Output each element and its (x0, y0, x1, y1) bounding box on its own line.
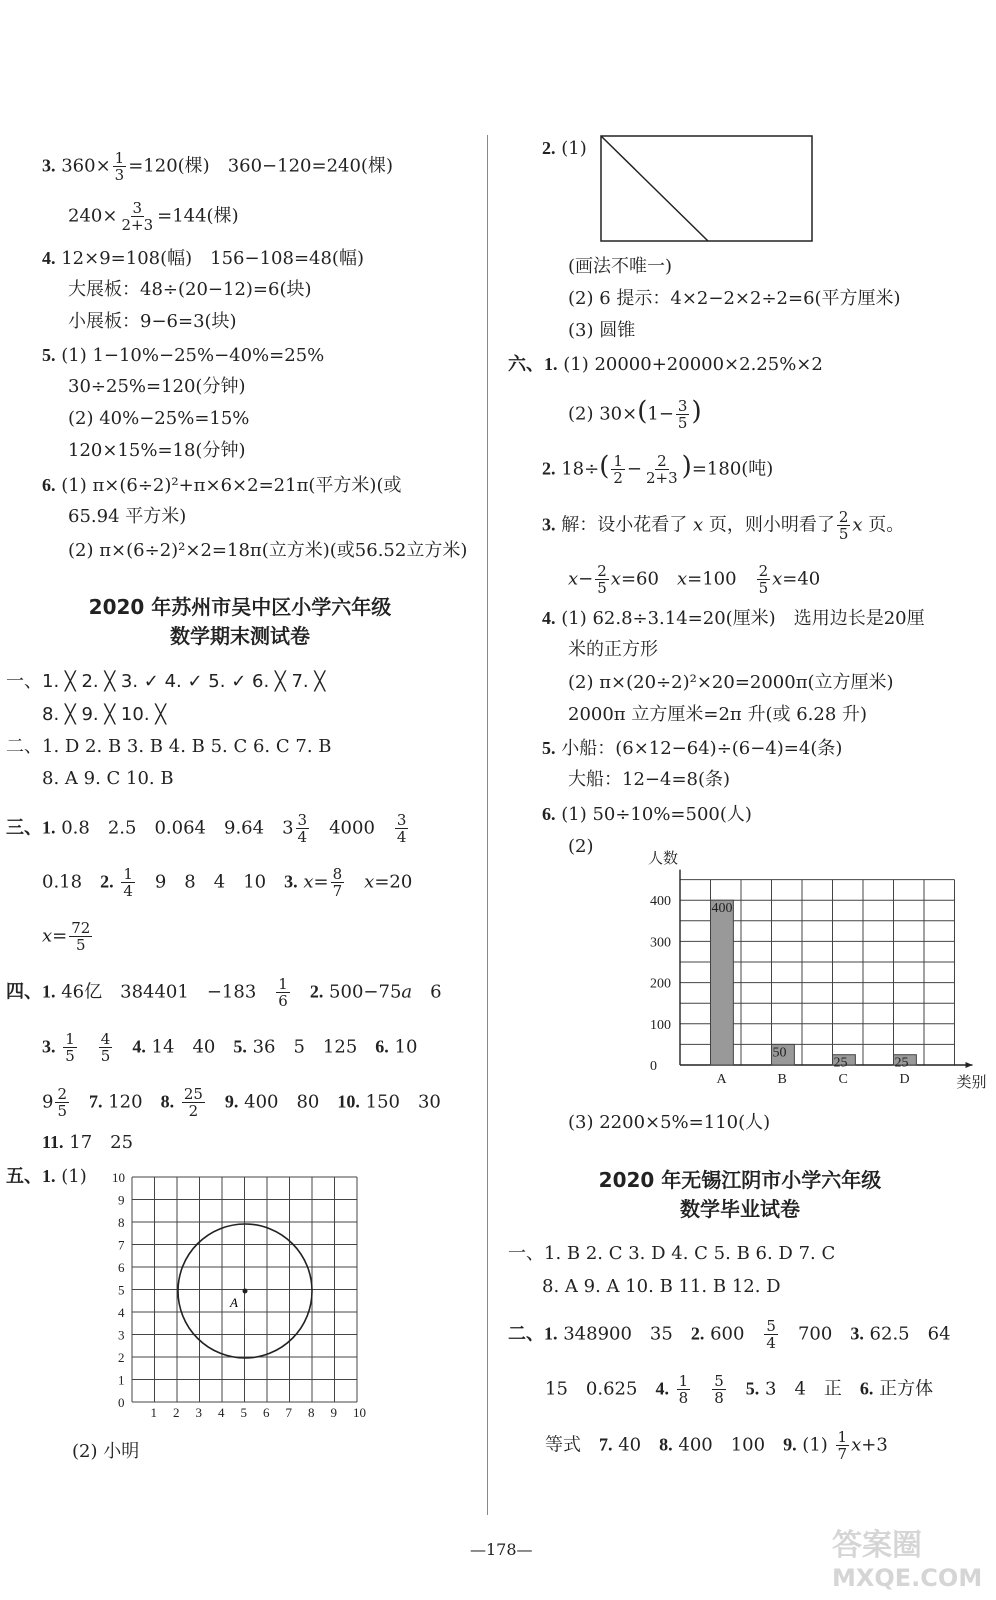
q5-line2: 30÷25%=120(分钟) (68, 376, 246, 397)
grid-y-label: 1 (118, 1372, 125, 1388)
r6-5-line1: 5. 小船：(6×12−64)÷(6−4)=4(条) (542, 738, 843, 759)
t2-line1: 二、1. 348900 35 2. 600 $\frac{5}{4}$ 700 3. 62.5 64 (508, 1317, 951, 1352)
bar-value-label: 25 (894, 1055, 909, 1071)
s1-line1: 一、1. ╳ 2. ╳ 3. ✓ 4. ✓ 5. ✓ 6. ╳ 7. ╳ (6, 671, 326, 692)
s2-line2: 8. A 9. C 10. B (42, 768, 174, 789)
y-tick-label: 400 (650, 894, 671, 910)
r6-4-line3: (2) π×(20÷2)²×20=2000π(立方厘米) (568, 672, 894, 693)
y-axis-title: 人数 (648, 851, 679, 867)
q5-line4: 120×15%=18(分钟) (68, 440, 246, 461)
grid-y-label: 8 (118, 1215, 125, 1230)
q6-line1: 6. (1) π×(6÷2)²+π×6×2=21π(平方米)(或 (42, 475, 402, 496)
center-label-a: A (230, 1295, 238, 1310)
rectangle-outline (601, 136, 812, 241)
q5-line1: 5. (1) 1−10%−25%−40%=25% (42, 345, 325, 366)
watermark-logo: 答案圈 (832, 1528, 922, 1563)
y-tick-label: 300 (650, 935, 671, 951)
s4-line4: 11. 17 25 (42, 1132, 134, 1153)
t2-line3: 等式 7. 40 8. 400 100 9. (1) $\frac{1}{7}$ x+3 (545, 1428, 888, 1463)
grid-y-label: 7 (118, 1237, 125, 1253)
s4-line1: 四、1. 46亿 384401 −183 $\frac{1}{6}$ 2. 500−75a 6 (6, 975, 442, 1010)
s3-line3: x= $\frac{72}{5}$ (42, 919, 91, 954)
grid-y-label: 2 (118, 1350, 125, 1365)
x-axis-title: 类别 (956, 1075, 987, 1091)
bar-value-label: 25 (833, 1055, 848, 1071)
q4-line1: 4. 12×9=108(幅) 156−108=48(幅) (42, 248, 364, 269)
grid-y-label: 0 (118, 1395, 125, 1410)
r2-line4: (3) 圆锥 (568, 320, 636, 341)
s3-line1: 三、1. 0.8 2.5 0.064 9.64 3 $\frac{3}{4}$ 4000 $\frac{3}{4}$ (6, 811, 407, 846)
category-label: C (838, 1072, 848, 1087)
y-tick-label: 0 (650, 1059, 657, 1074)
s2-line1: 二、1. D 2. B 3. B 4. B 5. C 6. C 7. B (6, 736, 332, 757)
grid-x-label: 8 (308, 1405, 315, 1420)
r6-4-line1: 4. (1) 62.8÷3.14=20(厘米) 选用边长是20厘 (542, 608, 925, 629)
section-title-wuzhong-1: 2020 年苏州市吴中区小学六年级 (88, 595, 392, 619)
r6-1-line2: (2) 30×(1− $\frac{3}{5}$ ) (568, 396, 702, 432)
r6-3-line1: 3. 解：设小花看了 x 页，则小明看了 $\frac{2}{5}$ x 页。 (542, 508, 905, 543)
s5-line2: (2) 小明 (72, 1441, 140, 1462)
r6-4-line4: 2000π 立方厘米=2π 升(或 6.28 升) (568, 704, 868, 725)
grid-x-label: 7 (285, 1405, 292, 1420)
grid-x-label: 5 (240, 1405, 247, 1420)
s4-line2: 3. $\frac{1}{5}$ $\frac{4}{5}$ 4. 14 40 5. 36 5 125 6. 10 (42, 1030, 418, 1065)
t2-line2: 15 0.625 4. $\frac{1}{8}$ $\frac{5}{8}$ 5. 3 4 正 6. 正方体 (545, 1372, 934, 1407)
y-tick-label: 200 (650, 976, 671, 992)
grid-x-label: 3 (195, 1405, 202, 1420)
r2-line1: 2. (1) (542, 138, 587, 159)
grid-x-label: 9 (330, 1405, 337, 1420)
x-axis-arrow (966, 1062, 973, 1068)
grid-x-label: 1 (150, 1405, 157, 1420)
grid-axis-labels (112, 1170, 366, 1420)
column-divider (487, 135, 488, 1515)
section-title-jiangyin-1: 2020 年无锡江阴市小学六年级 (598, 1168, 882, 1192)
y-tick-label: 100 (650, 1017, 671, 1033)
grid-y-label: 10 (112, 1170, 125, 1185)
q5-line3: (2) 40%−25%=15% (68, 408, 250, 429)
r6-1-line1: 六、1. (1) 20000+20000×2.25%×2 (508, 354, 823, 375)
category-label: B (777, 1072, 787, 1087)
page-number: —178— (470, 1540, 533, 1559)
grid-y-label: 3 (118, 1327, 125, 1343)
s4-line3: 9 $\frac{2}{5}$ 7. 120 8. $\frac{25}{2}$ 9. 400 80 10. 150 30 (42, 1085, 441, 1120)
q3-line2: 240× $\frac{3}{2+3}$ =144(棵) (68, 199, 239, 234)
s3-line2: 0.18 2. $\frac{1}{4}$ 9 8 4 10 3. x= $\frac{8}{7}$ x=20 (42, 865, 413, 900)
grid-x-label: 10 (353, 1405, 366, 1420)
diagonal-cut-line (601, 136, 708, 241)
r6-6-line1: 6. (1) 50÷10%=500(人) (542, 804, 752, 825)
bar-A (711, 900, 734, 1065)
bar-value-label: 400 (711, 901, 733, 917)
r2-line3: (2) 6 提示：4×2−2×2÷2=6(平方厘米) (568, 288, 901, 309)
r6-2-line: 2. 18÷( $\frac{1}{2}$ − $\frac{2}{2+3}$ )=180(吨) (542, 451, 774, 487)
watermark-url: MXQE.COM (832, 1564, 983, 1592)
grid-y-label: 4 (118, 1305, 125, 1320)
q4-line3: 小展板：9−6=3(块) (68, 311, 237, 332)
q6-line2: 65.94 平方米) (68, 506, 187, 527)
bar-value-label: 50 (772, 1045, 787, 1061)
category-label: D (899, 1072, 910, 1087)
rectangle-diagram (600, 135, 814, 245)
grid-y-label: 5 (118, 1282, 125, 1298)
circle-grid-figure (110, 1172, 370, 1422)
bar-chart (630, 845, 987, 1091)
r2-line2: (画法不唯一) (568, 256, 673, 277)
q3-line1: 3. 360× $\frac{1}{3}$ =120(棵) 360−120=240(棵) (42, 149, 393, 184)
s5-line1: 五、1. (1) (6, 1166, 87, 1187)
r6-6-line2: (2) (568, 836, 594, 857)
q6-line3: (2) π×(6÷2)²×2=18π(立方米)(或56.52立方米) (68, 540, 468, 561)
grid-x-label: 4 (218, 1405, 225, 1420)
s1-line2: 8. ╳ 9. ╳ 10. ╳ (42, 704, 167, 725)
grid-y-label: 9 (118, 1192, 125, 1208)
q4-line2: 大展板：48÷(20−12)=6(块) (68, 279, 312, 300)
r6-3-line2: x− $\frac{2}{5}$ x=60 x=100 $\frac{2}{5}$ x=40 (568, 562, 821, 597)
section-title-wuzhong-2: 数学期末测试卷 (170, 624, 310, 648)
category-label: A (716, 1072, 727, 1087)
section-title-jiangyin-2: 数学毕业试卷 (680, 1197, 800, 1221)
r6-6-line3: (3) 2200×5%=110(人) (568, 1112, 771, 1133)
center-point-a (243, 1289, 248, 1294)
grid-x-label: 6 (263, 1405, 270, 1420)
r6-5-line2: 大船：12−4=8(条) (568, 769, 731, 790)
t1-line1: 一、1. B 2. C 3. D 4. C 5. B 6. D 7. C (508, 1243, 836, 1264)
t1-line2: 8. A 9. A 10. B 11. B 12. D (542, 1276, 781, 1297)
r6-4-line2: 米的正方形 (568, 639, 658, 660)
grid-y-label: 6 (118, 1260, 125, 1275)
grid-x-label: 2 (173, 1405, 180, 1420)
